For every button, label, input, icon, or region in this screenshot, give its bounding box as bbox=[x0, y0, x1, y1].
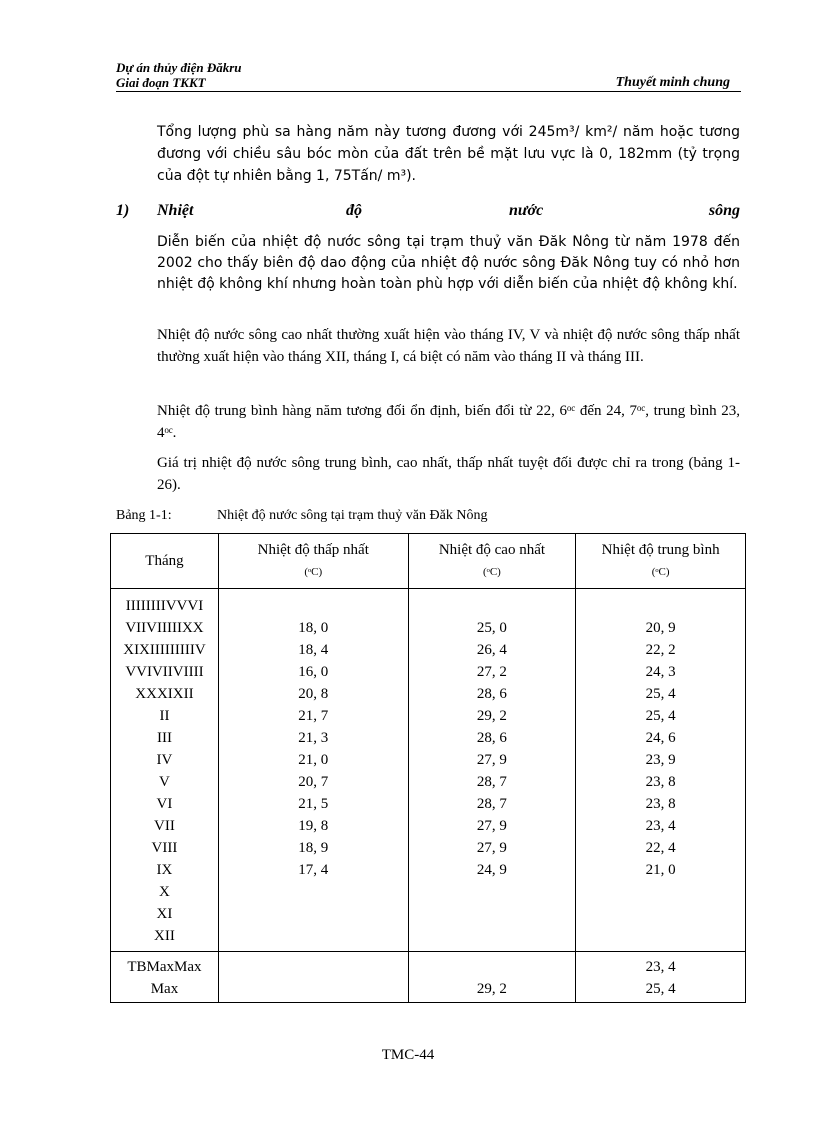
paragraph-extremes: Nhiệt độ nước sông cao nhất thường xuất hiện vào tháng IV, V và nhiệt độ nước sông thấp nhất thường xuất hiện vào tháng XII, tháng I, cá biệt có năm vào tháng II và tháng III. bbox=[157, 327, 740, 365]
summary-avg bbox=[576, 952, 746, 1003]
min-cell: 17, 4 bbox=[298, 862, 329, 878]
max-cell: 24, 9 bbox=[476, 862, 507, 878]
min-list bbox=[218, 589, 408, 952]
summary-label: TBMaxMax bbox=[127, 959, 202, 975]
month-cell: IIIIIIIIVVVI bbox=[125, 598, 204, 614]
max-cell: 27, 9 bbox=[476, 840, 507, 856]
min-cell: 20, 8 bbox=[298, 686, 329, 702]
min-cell: 19, 8 bbox=[298, 818, 329, 834]
col-header-month: Tháng bbox=[111, 534, 219, 589]
month-cell: V bbox=[159, 774, 170, 790]
col-header-avg: Nhiệt độ trung bình (ᵒC) bbox=[576, 534, 746, 589]
max-list bbox=[408, 589, 576, 952]
summary-avg-cell: 23, 4 bbox=[645, 959, 676, 975]
avg-cell: 24, 3 bbox=[645, 664, 676, 680]
max-cell: 29, 2 bbox=[476, 708, 507, 724]
max-cell: 27, 9 bbox=[476, 752, 507, 768]
page-number: TMC-44 bbox=[381, 1047, 435, 1063]
summary-min bbox=[218, 952, 408, 1003]
min-cell: 20, 7 bbox=[298, 774, 329, 790]
min-cell: 18, 4 bbox=[298, 642, 329, 658]
summary-max bbox=[408, 952, 576, 1003]
avg-cell: 23, 4 bbox=[645, 818, 676, 834]
month-cell: X bbox=[159, 884, 170, 900]
avg-cell: 25, 4 bbox=[645, 686, 676, 702]
min-cell: 21, 7 bbox=[298, 708, 329, 724]
month-list bbox=[111, 589, 219, 952]
summary-label: Max bbox=[150, 981, 179, 997]
heading-word-4: sông bbox=[708, 202, 740, 219]
month-cell: XIXIIIIIIIIIV bbox=[123, 642, 206, 658]
table-summary-row bbox=[111, 952, 746, 1003]
month-cell: VII bbox=[154, 818, 175, 834]
section-heading bbox=[116, 202, 740, 226]
avg-cell: 22, 2 bbox=[645, 642, 676, 658]
avg-cell: 20, 9 bbox=[645, 620, 676, 636]
paragraph-average: Nhiệt độ trung bình hàng năm tương đối ổn định, biến đổi từ 22, 6ᵒᶜ đến 24, 7ᵒᶜ, trung bình 23, 4ᵒᶜ. bbox=[157, 403, 740, 441]
max-cell: 27, 9 bbox=[476, 818, 507, 834]
month-cell: IX bbox=[156, 862, 173, 878]
summary-max-cell: 29, 2 bbox=[476, 981, 507, 997]
avg-cell: 25, 4 bbox=[645, 708, 676, 724]
min-cell: 21, 0 bbox=[298, 752, 329, 768]
summary-min-cell bbox=[219, 956, 408, 978]
avg-cell: 24, 6 bbox=[645, 730, 676, 746]
month-cell: XXXIXII bbox=[135, 686, 194, 702]
header-project: Dự án thủy điện Đăkru bbox=[116, 60, 242, 75]
max-cell: 28, 7 bbox=[476, 774, 507, 790]
min-cell: 18, 9 bbox=[298, 840, 329, 856]
heading-word-1: Nhiệt bbox=[157, 202, 194, 219]
caption-label: Bảng 1-1: bbox=[116, 508, 172, 523]
month-cell: XI bbox=[156, 906, 173, 922]
month-cell: VIIVIIIIIXX bbox=[125, 620, 204, 636]
month-cell: III bbox=[156, 730, 172, 746]
max-cell bbox=[409, 595, 576, 617]
heading-number: 1) bbox=[116, 202, 130, 219]
summary-min-cell bbox=[219, 978, 408, 1000]
avg-cell: 23, 9 bbox=[645, 752, 676, 768]
paragraph-variation: Diễn biến của nhiệt độ nước sông tại trạm thuỷ văn Đăk Nông từ năm 1978 đến 2002 cho thấy biên độ dao động của nhiệt độ nước sông Đăk Nông tuy có nhỏ hơn nhiệt độ không khí nhưng hoàn toàn phù hợp với diễn biến của nhiệt độ không khí. bbox=[157, 234, 740, 292]
paragraph-table-ref: Giá trị nhiệt độ nước sông trung bình, cao nhất, thấp nhất tuyệt đối được chỉ ra trong (bảng 1-26). bbox=[157, 455, 740, 493]
avg-cell: 23, 8 bbox=[645, 774, 676, 790]
min-cell bbox=[219, 595, 408, 617]
table-caption bbox=[116, 508, 488, 524]
header-phase: Giai đoạn TKKT bbox=[116, 75, 206, 90]
month-cell: XII bbox=[154, 928, 175, 944]
col-header-min: Nhiệt độ thấp nhất (ᵒC) bbox=[218, 534, 408, 589]
month-cell: VIII bbox=[151, 840, 178, 856]
col-header-max: Nhiệt độ cao nhất (ᵒC) bbox=[408, 534, 576, 589]
paragraph-sediment: Tổng lượng phù sa hàng năm này tương đương với 245m³/ km²/ năm hoặc tương đương với chiều sâu bóc mòn của đất trên bề mặt lưu vực là 0, 182mm (tỷ trọng của đột tự nhiên bằng 1, 75Tấn/ m³). bbox=[157, 124, 740, 184]
summary-labels bbox=[111, 952, 219, 1003]
min-cell: 16, 0 bbox=[298, 664, 329, 680]
max-cell: 25, 0 bbox=[476, 620, 507, 636]
max-cell: 28, 6 bbox=[476, 686, 507, 702]
heading-word-3: nước bbox=[509, 202, 544, 219]
month-cell: VI bbox=[156, 796, 173, 812]
min-cell: 21, 3 bbox=[298, 730, 329, 746]
temperature-table bbox=[110, 533, 746, 1003]
table-body-row bbox=[111, 589, 746, 952]
summary-max-cell bbox=[409, 956, 576, 978]
min-cell: 21, 5 bbox=[298, 796, 329, 812]
heading-word-2: độ bbox=[346, 202, 362, 219]
max-cell: 28, 7 bbox=[476, 796, 507, 812]
avg-cell bbox=[576, 595, 745, 617]
max-cell: 28, 6 bbox=[476, 730, 507, 746]
month-cell: II bbox=[159, 708, 170, 724]
max-cell: 26, 4 bbox=[476, 642, 507, 658]
avg-cell: 22, 4 bbox=[645, 840, 676, 856]
max-cell: 27, 2 bbox=[476, 664, 507, 680]
avg-cell: 21, 0 bbox=[645, 862, 676, 878]
avg-list bbox=[576, 589, 746, 952]
caption-text: Nhiệt độ nước sông tại trạm thuỷ văn Đăk Nông bbox=[217, 508, 488, 523]
min-cell: 18, 0 bbox=[298, 620, 329, 636]
month-cell: IV bbox=[156, 752, 173, 768]
header-doc-title: Thuyết minh chung bbox=[615, 75, 730, 90]
header-rule bbox=[116, 91, 741, 92]
summary-avg-cell: 25, 4 bbox=[645, 981, 676, 997]
avg-cell: 23, 8 bbox=[645, 796, 676, 812]
table-header-row bbox=[111, 534, 746, 589]
month-cell: VVIVIIVIIII bbox=[125, 664, 204, 680]
